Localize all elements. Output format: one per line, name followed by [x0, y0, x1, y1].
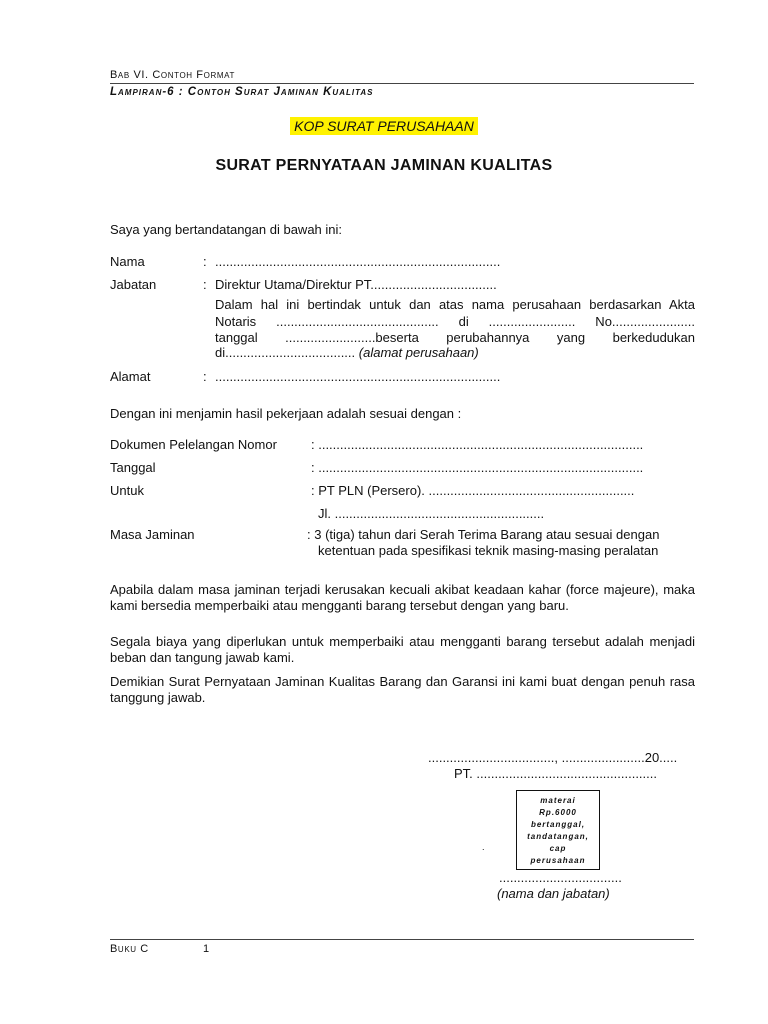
paragraph-force-majeure: Apabila dalam masa jaminan terjadi kerusakan kecuali akibat keadaan kahar (force majeure), maka kami bersedia memperbaiki atau mengganti barang tersebut dengan yang baru.	[110, 582, 695, 613]
masa-jaminan-value-1: : 3 (tiga) tahun dari Serah Terima Barang atau sesuai dengan	[307, 527, 660, 542]
dokumen-label: Dokumen Pelelangan Nomor	[110, 437, 277, 452]
signatory-caption: (nama dan jabatan)	[497, 886, 610, 901]
footer-rule	[110, 939, 694, 940]
jabatan-value: Direktur Utama/Direktur PT...................................	[215, 277, 497, 292]
guarantee-intro: Dengan ini menjamin hasil pekerjaan adalah sesuai dengan :	[110, 406, 462, 421]
stamp-line: Rp.6000	[539, 808, 577, 817]
stamp-box	[516, 790, 600, 870]
stamp-line: materai	[540, 796, 576, 805]
jabatan-detail-line-4	[215, 345, 479, 360]
company-line: PT. ..................................................	[454, 766, 657, 781]
nama-label: Nama	[110, 254, 145, 269]
alamat-label: Alamat	[110, 369, 151, 384]
company-location: di....................................	[215, 345, 356, 360]
paragraph-closing: Demikian Surat Pernyataan Jaminan Kualitas Barang dan Garansi ini kami buat dengan penuh rasa tanggung jawab.	[110, 674, 695, 705]
nama-value: ...............................................................................	[215, 254, 501, 269]
signatory-name-line: ..................................	[499, 870, 622, 885]
jabatan-detail-line-2: Notaris ............................................. di ........................ No.......................	[215, 314, 695, 329]
paragraph-cost-liability: Segala biaya yang diperlukan untuk memperbaiki atau mengganti barang tersebut adalah menjadi beban dan tangung jawab kami.	[110, 634, 695, 665]
footer-page-number: 1	[203, 943, 210, 955]
tanggal-value: : ..........................................................................................	[311, 460, 644, 475]
stamp-line: bertanggal,	[530, 820, 586, 829]
stray-dot: .	[482, 842, 485, 852]
jl-value: Jl. ..........................................................	[318, 506, 545, 521]
alamat-value: ...............................................................................	[215, 369, 501, 384]
footer-book: Buku C	[110, 943, 149, 955]
stamp-line: cap	[549, 844, 567, 853]
jabatan-colon: :	[203, 277, 207, 292]
jabatan-detail-line-3: tanggal .........................beserta perubahannya yang berkedudukan	[215, 330, 695, 345]
jabatan-label: Jabatan	[110, 277, 157, 292]
header-rule	[110, 83, 694, 84]
letterhead-placeholder	[0, 118, 768, 134]
stamp-line: perusahaan	[530, 856, 586, 865]
letterhead-text: KOP SURAT PERUSAHAAN	[290, 117, 478, 135]
dokumen-value: : ..........................................................................................	[311, 437, 644, 452]
untuk-value: : PT PLN (Persero). .........................................................	[311, 483, 635, 498]
masa-jaminan-value-2: ketentuan pada spesifikasi teknik masing-masing peralatan	[318, 543, 659, 558]
appendix-header: Lampiran-6 : Contoh Surat Jaminan Kualitas	[110, 86, 374, 98]
masa-jaminan-label: Masa Jaminan	[110, 527, 195, 542]
company-address-hint: (alamat perusahaan)	[358, 345, 479, 360]
tanggal-label: Tanggal	[110, 460, 156, 475]
nama-colon: :	[203, 254, 207, 269]
document-title: SURAT PERNYATAAN JAMINAN KUALITAS	[215, 157, 553, 174]
place-date-line: ..................................., .......................20.....	[428, 750, 678, 765]
alamat-colon: :	[203, 369, 207, 384]
chapter-header: Bab VI. Contoh Format	[110, 69, 235, 81]
untuk-label: Untuk	[110, 483, 144, 498]
jabatan-detail-line-1: Dalam hal ini bertindak untuk dan atas nama perusahaan berdasarkan Akta	[215, 297, 695, 312]
stamp-line: tandatangan,	[527, 832, 589, 841]
intro-text: Saya yang bertandatangan di bawah ini:	[110, 222, 343, 237]
